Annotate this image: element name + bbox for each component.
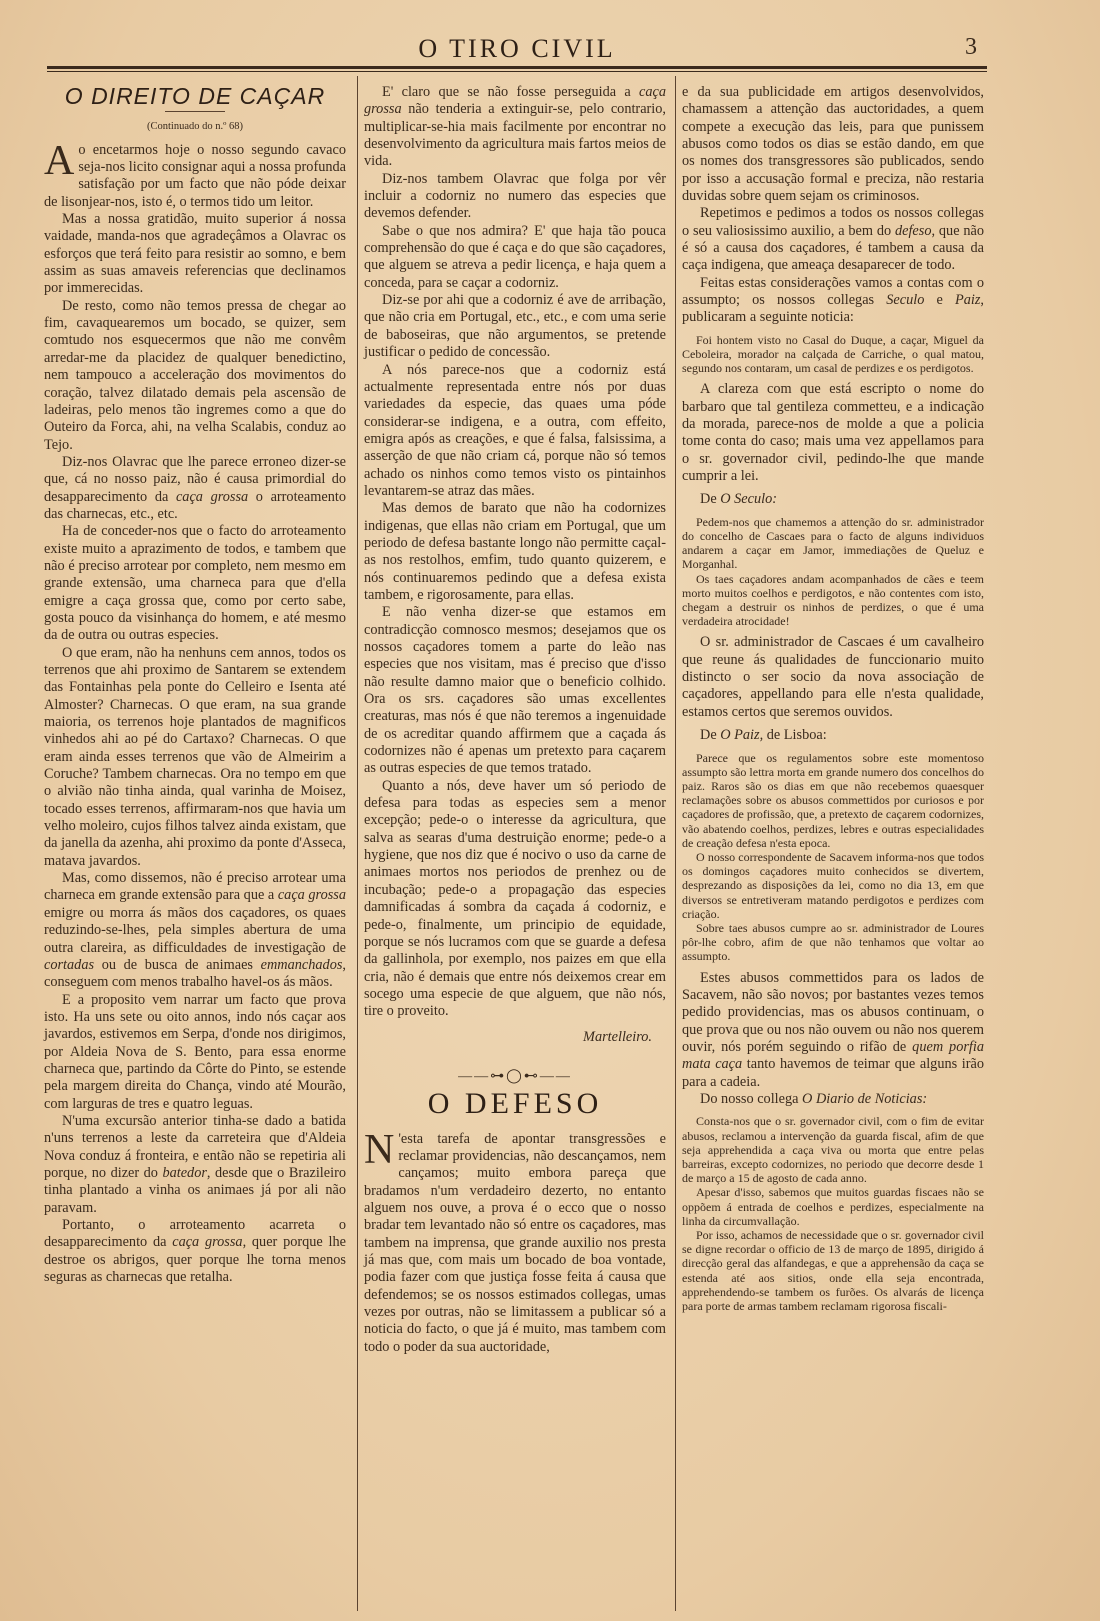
paragraph: N 'esta tarefa de apontar transgressões e reclamar providencias, não descançamos, nem cançamos; muito embora pareça que bradamos n'um verdadeiro dezerto, no entanto alguem nos ouve, a prova é o ecco que o nosso bradar tem levantado não só entre os caçadores, mas tambem na imprensa, que grande auxilio nos presta já mas que, com mais um bocado de boa vontade, podia fazer com que justiça fosse feita á causa que defendemos; se os nossos estimados collegas, umas vezes por outras, não se limitassem a publicar só a noticia do facto, o que já é muito, mas tambem com todo o poder da sua auctoridade, — [364, 1126, 666, 1355]
paragraph: Estes abusos commettidos para os lados de Sacavem, não são novos; por bastantes vezes temos pedido providencias, mas os abusos continuam, o que prova que ou nos não ouvem ou não nos querem ouvir, nós porém seguindo o rifão de quem porfia mata caça tanto havemos de teimar que alguns irão para a cadeia. — [682, 969, 985, 1090]
paragraph: Repetimos e pedimos a todos os nossos collegas o seu valiosissimo auxilio, a bem do defeso, que não é só a causa dos caçadores, é tambem a causa da caça indigena, que ameaça desaparecer de todo. — [682, 205, 984, 274]
paragraph: Mas a nossa gratidão, muito superior á nossa vaidade, manda-nos que agradeçâmos a Olavrac os esforços que terá feito para resistir ao somno, e bem assim as suas amaveis referencias que declinamos por immerecidas. — [44, 211, 346, 297]
column-2 — [364, 84, 666, 1356]
title-rule — [165, 111, 225, 112]
paragraph: Sabe o que nos admira? E' que haja tão pouca comprehensão do que é caça e do que são caçadores, que alguem se atreva a pedir licença, e haja quem a conceda, para se caçar a codorniz. — [364, 222, 666, 291]
quote-paragraph: Consta-nos que o sr. governador civil, com o fim de evitar abusos, reclamou a intervenção da guarda fiscal, afim de que seja apprehendida a caça viva ou morta que entre pelas barreiras, excepto codornizes, no periodo que decorre desde 1 de março a 15 de agosto de cada anno. — [682, 1114, 984, 1186]
paragraph: A clareza com que está escripto o nome do barbaro que tal gentileza commetteu, e a indicação da morada, parece-nos de molde a que a policia tome conta do caso; mais uma vez appellamos para o sr. governador civil, pedindo-lhe que mande cumprir a lei. — [682, 381, 984, 485]
paragraph: Mas demos de barato que não ha codornizes indigenas, que ellas não criam em Portugal, que um periodo de defesa bastante longo não permitte caçal-as nos restolhos, emfim, tudo quanto quizerem, e nós continuaremos pedindo que a defesa exista tambem, e rigorosamente, para ellas. — [364, 500, 666, 603]
quoted-news — [682, 751, 984, 964]
quoted-news — [682, 515, 984, 629]
paragraph: Quanto a nós, deve haver um só periodo de defesa para todas as especies sem a menor excepção; pede-o o interesse da agricultura, que salva as searas d'uma destruição enorme; pede-o a hygiene, que nos diz que é nocivo o uso da carne de animaes mortos nos periodos de prenhez ou de incubação; pede-o a propagação das especies damnificadas á sombra da caçada á codorniz, e pede-o, finalmente, um principio de equidade, porque se nós lucramos com que se guarde a defesa da gallinhola, por exemplo, nos paizes em que ella cria, não é demais que entre nós deixemos crear em socego uma especie de que alguem, que não nós, tire o proveito. — [364, 777, 666, 1020]
quote-paragraph: Pedem-nos que chamemos a attenção do sr. administrador do concelho de Cascaes para o facto de alguns individuos andarem a caçar em Jamor, immediações de Queluz e Morganhal. — [682, 514, 984, 572]
ornament-divider: ——⊶◯⊷—— — [458, 1068, 572, 1084]
continuation-note: (Continuado do n.º 68) — [147, 121, 243, 133]
source-line: De O Paiz, de Lisboa: — [700, 727, 827, 744]
column-3 — [682, 84, 984, 1319]
quote-paragraph: Sobre taes abusos cumpre ao sr. administrador de Loures pôr-lhe cobro, afim de que não tenhamos que voltar ao assumpto. — [682, 920, 984, 964]
paragraph: Ha de conceder-nos que o facto do arroteamento existe muito a aprazimento de todos, e tambem que não é preciso arrotear por completo, nem mesmo em grande extensão, uma charneca para que d'ella emigre a caça grossa que, como por certo sabe, gosta pouco da visinhança do homem, e até mesmo da de outra ou outras especies. — [44, 523, 346, 644]
paragraph: De resto, como não temos pressa de chegar ao fim, cavaquearemos um bocado, se quizer, sem comtudo nos esquecermos que não me convêm arredar-me da placidez de qualquer benedictino, nem tampouco a acceleração dos movimentos do coração, talvez dilatado demais pela ascensão de ladeiras, pelo menos tão ingremes como a que do Outeiro da Forca, ahi, na velha Scalabis, conduz ao Tejo. — [44, 297, 346, 453]
paragraph: O sr. administrador de Cascaes é um cavalheiro que reune ás qualidades de funccionario muito distincto o ser socio da nova associação de caçadores, appellando para elle n'esta qualidade, estamos certos que seremos ouvidos. — [682, 634, 984, 720]
paragraph: E não venha dizer-se que estamos em contradicção comnosco mesmos; desejamos que os nossos caçadores tomem a parte do leão nas especies que nos visitam, mas é preciso que d'isso não resulte damno maior que o beneficio colhido. Ora os srs. caçadores são umas excellentes creaturas, mas nós é que não teremos a ingenuidade de os acreditar quando affirmem que a caçada ás codornizes não é apenas um pretexto para caçarem as outras especies de que temos tratado. — [364, 604, 666, 777]
paragraph: Mas, como dissemos, não é preciso arrotear uma charneca em grande extensão para que a caça grossa emigre ou morra ás mãos dos caçadores, os quaes reduzindo-se-lhes, pela simples abertura de uma outra clareira, as difficuldades de investigação de cortadas ou de busca de animaes emmanchados, conseguem com menos trabalho havel-os ás mãos. — [44, 870, 347, 991]
source-line: De O Seculo: — [700, 491, 778, 508]
newspaper-title: O TIRO CIVIL — [418, 34, 616, 63]
paragraph: E' claro que se não fosse perseguida a caça grossa não tenderia a extinguir-se, pelo contrario, multiplicar-se-hia mais facilmente por encontrar no desenvolvimento da agricultura mais fartos meios de vida. — [364, 84, 666, 170]
paragraph: Ao encetarmos hoje o nosso segundo cavaco seja-nos licito consignar aqui a nossa profunda satisfação por um facto que não póde deixar de lisonjear-nos, isto é, o termos tido um leitor. — [44, 137, 346, 210]
paragraph: Diz-se por ahi que a codorniz é ave de arribação, que não cria em Portugal, etc., etc., e com uma serie de baboseiras, que não argumentos, se pretende justificar o pedido de concessão. — [364, 292, 666, 361]
quote-paragraph: Parece que os regulamentos sobre este momentoso assumpto são lettra morta em grande numero dos concelhos do paiz. Raros são os dias em que não recebemos quaesquer reclamações sobre os abusos commettidos por curiosos e por caçadores de profissão, que, a pretexto de caçarem codornizes, vão abatendo coelhos, perdizes, lebres e outras especialidades de creação defesa n'esta epoca. — [682, 750, 984, 850]
quoted-news — [682, 333, 984, 376]
paragraph: N'uma excursão anterior tinha-se dado a batida n'uns terrenos a leste da carreteira que d'Aldeia Nova conduz á fronteira, e então não se repetiria ali porque, no dizer do batedor, desde que o Brazileiro tinha plantado a vinha os animaes já por ali não paravam. — [44, 1112, 346, 1216]
paragraph: Feitas estas considerações vamos a contas com o assumpto; os nossos collegas Seculo e Paiz, publicaram a seguinte noticia: — [682, 274, 984, 326]
quoted-news — [682, 1114, 984, 1313]
article-signature: Martelleiro. — [583, 1028, 652, 1045]
paragraph: E a proposito vem narrar um facto que prova isto. Ha uns sete ou oito annos, indo nós caçar aos javardos, estivemos em Serpa, d'onde nos dirigimos, por Aldeia Nova de S. Bento, para essa enorme charneca que, partindo da Côrte do Pinto, se estende pela margem direita do Chança, vindo até Mourão, com larguras de tres e quatro leguas. — [44, 991, 346, 1112]
quote-paragraph: Foi hontem visto no Casal do Duque, a caçar, Miguel da Ceboleira, morador na calçada de Carriche, o qual matou, segundo nos contaram, um casal de perdizes e os perdigotos. — [682, 332, 984, 376]
paragraph: A nós parece-nos que a codorniz está actualmente representada entre nós por duas variedades da especie, das quaes uma póde considerar-se indigena, e a outra, com effeito, emigra após as creações, e que é falsa, falsissima, a asserção de que não criam cá, porque não só temos achado os ninhos como temos visto os pintainhos levantarem-se atraz das mães. — [364, 361, 666, 499]
page-number: 3 — [965, 34, 977, 60]
paragraph: Diz-nos tambem Olavrac que folga por vêr incluir a codorniz no numero das especies que devemos defender. — [364, 170, 666, 222]
article-title: O DEFESO — [427, 1087, 603, 1121]
drop-cap: A — [44, 137, 75, 184]
quote-paragraph: Apesar d'isso, sabemos que muitos guardas fiscaes não se oppõem á entrada de coelhos e perdizes, especialmente na linha da circumvallação. — [682, 1185, 984, 1228]
header-rule-thin — [47, 71, 987, 72]
column-divider — [675, 76, 676, 1611]
column-1 — [44, 80, 346, 1286]
drop-cap: N — [364, 1126, 395, 1173]
source-line: Do nosso collega O Diario de Noticias: — [700, 1090, 928, 1107]
paragraph: Portanto, o arroteamento acarreta o desapparecimento da caça grossa, quer porque lhe destroe os abrigos, quer porque lhe torna menos seguras as charnecas que retalha. — [44, 1217, 346, 1286]
article-title: O DIREITO DE CAÇAR — [64, 83, 326, 109]
quote-paragraph: O nosso correspondente de Sacavem informa-nos que todos os domingos caçadores muito conhecidos se divertem, desprezando as disposições da lei, como no dia 13, em que diversos se entretiveram matando perdigotos e perdizes com criação. — [682, 849, 984, 921]
paragraph: O que eram, não ha nenhuns cem annos, todos os terrenos que ahi proximo de Santarem se extendem das Fontainhas pela ponte do Celleiro e Isenta até Almoster? Charnecas. O que eram, na sua grande maioria, os terrenos hoje plantados de magnificos vinhedos ahi ao pé do Cartaxo? Charnecas. O que eram ainda esses terrenos que vão de Almeirim a Coruche? Tambem charnecas. Ora no tempo em que o alvião não tinha ainda, qual varinha de Moisez, tocado esses terrenos, affirmaram-nos que havia um velho moleiro, cujos filhos talvez ainda existam, que da janella da azenha, ahi proximo da ponte d'Asseca, matava javardos. — [44, 644, 346, 869]
quote-paragraph: Por isso, achamos de necessidade que o sr. governador civil se digne recordar o officio de 13 de março de 1895, dirigido á direcção geral das alfandegas, e que a apprehensão da caça se estenda até aos sitios, onde ella seja encontrada, apprehendendo-se tambem os furões. Os alvarás de licença para porte de armas tambem reclamam rigorosa fiscali- — [682, 1227, 984, 1313]
header-rule — [47, 66, 987, 69]
paragraph: e da sua publicidade em artigos desenvolvidos, chamassem a attenção das auctoridades, a quem compete a execução das leis, para que punissem abusos como todos os dias se estão dando, em que os nomes dos transgressores são publicados, sendo por isso a accusação formal e preciza, não restaria duvidas sobre quem sejam os criminosos. — [682, 84, 984, 205]
column-divider — [357, 76, 358, 1611]
quote-paragraph: Os taes caçadores andam acompanhados de cães e teem morto muitos coelhos e perdigotos, e não contentes com isto, chegam a destruir os ninhos de perdizes, o que é uma verdadeira atrocidade! — [682, 571, 984, 629]
masthead — [47, 32, 987, 66]
paragraph: Diz-nos Olavrac que lhe parece erroneo dizer-se que, cá no nosso paiz, não é causa primordial do desapparecimento da caça grossa o arroteamento das charnecas, etc., etc. — [44, 453, 346, 522]
